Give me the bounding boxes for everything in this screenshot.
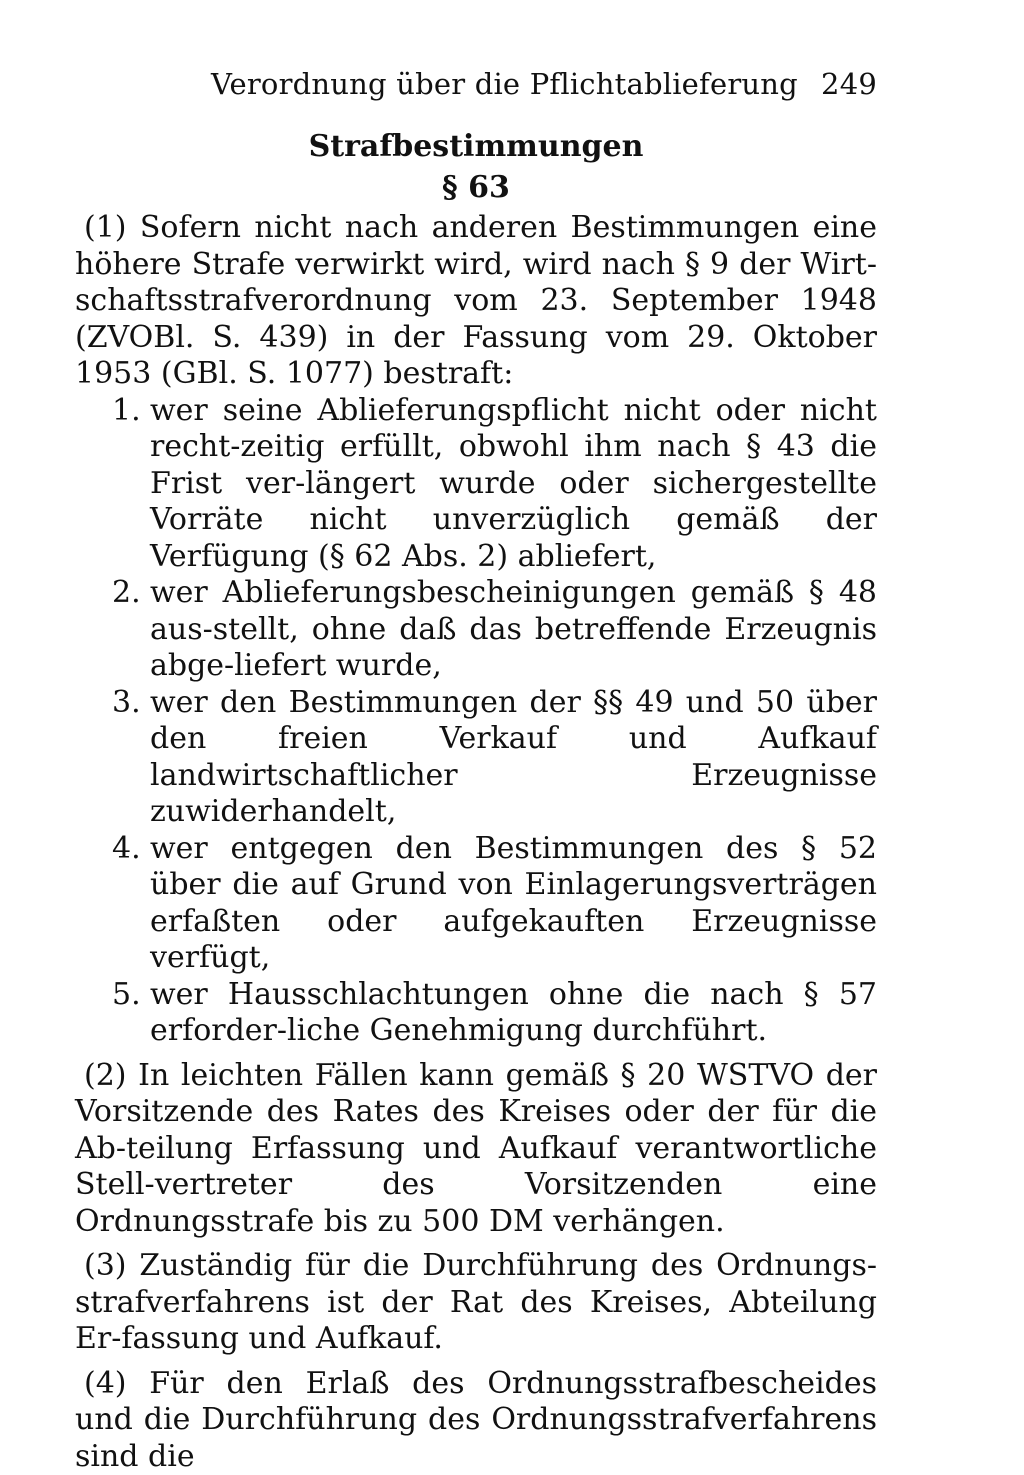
offence-item: [75, 977, 877, 1050]
offence-item: [75, 393, 877, 576]
body-text: [75, 210, 877, 1475]
paragraph-number: § 63: [75, 168, 877, 208]
running-header: [75, 62, 877, 106]
offence-number: 2.: [112, 575, 141, 612]
subsection-1-intro: (1) Sofern nicht nach anderen Bestimmungen eine höhere Strafe verwirkt wird, wird nach § 9 der Wirt-schaftsstrafverordnung vom 23. September 1948 (ZVOBl. S. 439) in der Fassung vom 29. Oktober 1953 (GBl. S. 1077) bestraft:: [75, 210, 877, 393]
running-title: Verordnung über die Pflichtablieferung: [211, 62, 798, 106]
subsection-4: (4) Für den Erlaß des Ordnungsstrafbescheides und die Durchführung des Ordnungsstrafverfahrens sind die: [75, 1366, 877, 1475]
offence-text: wer Ablieferungsbescheinigungen gemäß § 48 aus-stellt, ohne daß das betreffende Erzeugnis abge-liefert wurde,: [150, 575, 877, 683]
offence-item: [75, 685, 877, 831]
page-number: 249: [821, 62, 877, 106]
offence-number: 4.: [112, 831, 141, 868]
offence-text: wer Hausschlachtungen ohne die nach § 57 erforder-liche Genehmigung durchführt.: [150, 977, 877, 1049]
offence-text: wer den Bestimmungen der §§ 49 und 50 über den freien Verkauf und Aufkauf landwirtschaftlicher Erzeugnisse zuwiderhandelt,: [150, 685, 877, 830]
offence-text: wer entgegen den Bestimmungen des § 52 über die auf Grund von Einlagerungsverträgen erfaßten oder aufgekauften Erzeugnisse verfügt,: [150, 831, 877, 976]
subsection-3: (3) Zuständig für die Durchführung des Ordnungs-strafverfahrens ist der Rat des Kreises, Abteilung Er-fassung und Aufkauf.: [75, 1248, 877, 1358]
subsection-2: (2) In leichten Fällen kann gemäß § 20 WSTVO der Vorsitzende des Rates des Kreises oder der für die Ab-teilung Erfassung und Aufkauf verantwortliche Stell-vertreter des Vorsitzenden eine Ordnungsstrafe bis zu 500 DM verhängen.: [75, 1058, 877, 1241]
offence-number: 5.: [112, 977, 141, 1014]
offence-item: [75, 575, 877, 685]
offence-number: 3.: [112, 685, 141, 722]
offence-item: [75, 831, 877, 977]
offence-list: [75, 393, 877, 1050]
section-heading: Strafbestimmungen: [75, 125, 877, 169]
offence-number: 1.: [112, 393, 141, 430]
offence-text: wer seine Ablieferungspflicht nicht oder nicht recht-zeitig erfüllt, obwohl ihm nach § 43 die Frist ver-längert wurde oder sichergestellte Vorräte nicht unverzüglich gemäß der Verfügung (§ 62 Abs. 2) abliefert,: [150, 393, 877, 574]
